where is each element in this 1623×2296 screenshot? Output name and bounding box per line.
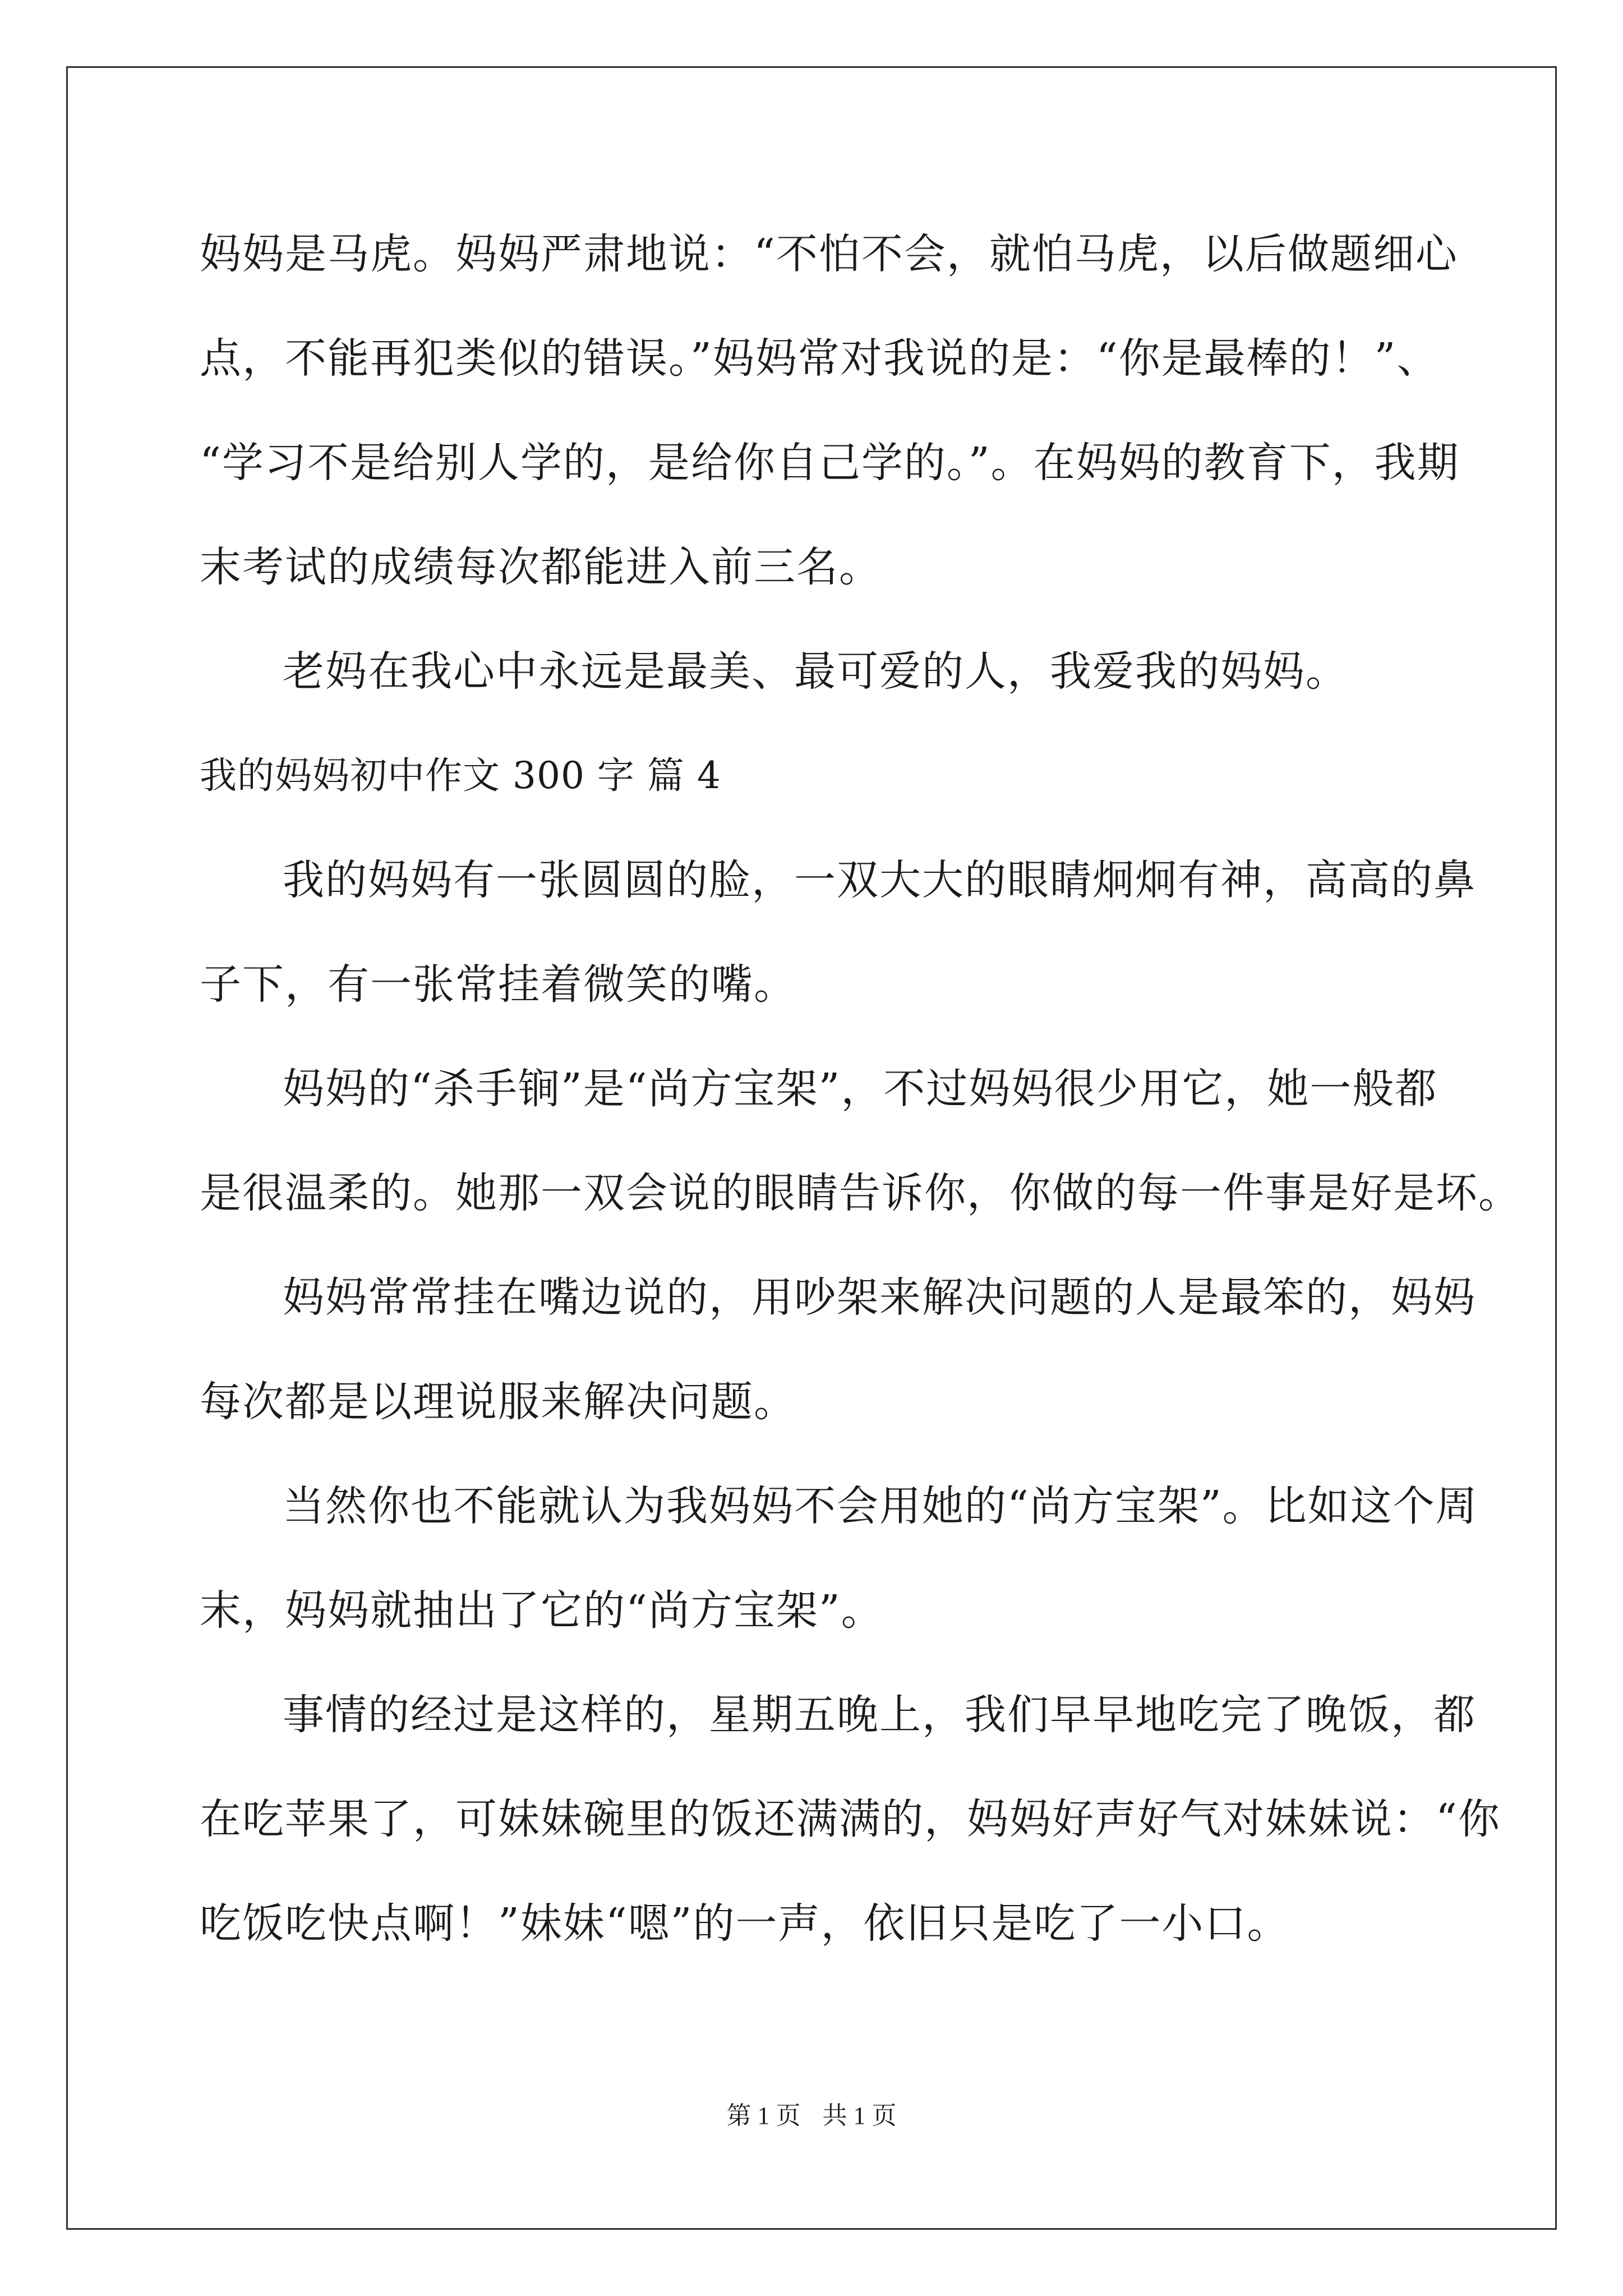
page-number: 第 1 页 <box>726 2102 801 2129</box>
document-body <box>200 202 1521 1976</box>
text-line: 我的妈妈有一张圆圆的脸，一双大大的眼睛炯炯有神，高高的鼻 <box>283 856 1476 904</box>
text-line: 子下，有一张常挂着微笑的嘴。 <box>200 960 796 1009</box>
text-line: 吃饭吃快点啊！”妹妹“嗯”的一声，依旧只是吃了一小口。 <box>200 1899 1290 1948</box>
section-heading: 我的妈妈初中作文 300 字 篇 4 <box>200 754 721 797</box>
text-line: 末，妈妈就抽出了它的“尚方宝架”。 <box>200 1586 884 1635</box>
text-line: 每次都是以理说服来解决问题。 <box>200 1378 796 1426</box>
text-line: 妈妈常常挂在嘴边说的，用吵架来解决问题的人是最笨的，妈妈 <box>283 1273 1476 1322</box>
text-line: 妈妈是马虎。妈妈严肃地说：“不怕不会，就怕马虎，以后做题细心 <box>200 230 1458 278</box>
text-line: 当然你也不能就认为我妈妈不会用她的“尚方宝架”。比如这个周 <box>283 1482 1478 1530</box>
text-line: 事情的经过是这样的，星期五晚上，我们早早地吃完了晚饭，都 <box>283 1691 1476 1739</box>
text-line: 老妈在我心中永远是最美、最可爱的人，我爱我的妈妈。 <box>283 647 1348 696</box>
text-line: 妈妈的“杀手锏”是“尚方宝架”，不过妈妈很少用它，她一般都 <box>283 1065 1438 1113</box>
page-footer <box>0 2095 1623 2131</box>
page-total: 共 1 页 <box>822 2102 897 2129</box>
text-line: 在吃苹果了，可妹妹碗里的饭还满满的，妈妈好声好气对妹妹说：“你 <box>200 1795 1501 1843</box>
text-line: 点，不能再犯类似的错误。”妈妈常对我说的是：“你是最棒的！”、 <box>200 334 1440 383</box>
text-line: 末考试的成绩每次都能进入前三名。 <box>200 543 882 591</box>
text-line: “学习不是给别人学的，是给你自己学的。”。在妈妈的教育下，我期 <box>200 439 1460 487</box>
text-line: 是很温柔的。她那一双会说的眼睛告诉你，你做的每一件事是好是坏。 <box>200 1169 1521 1217</box>
